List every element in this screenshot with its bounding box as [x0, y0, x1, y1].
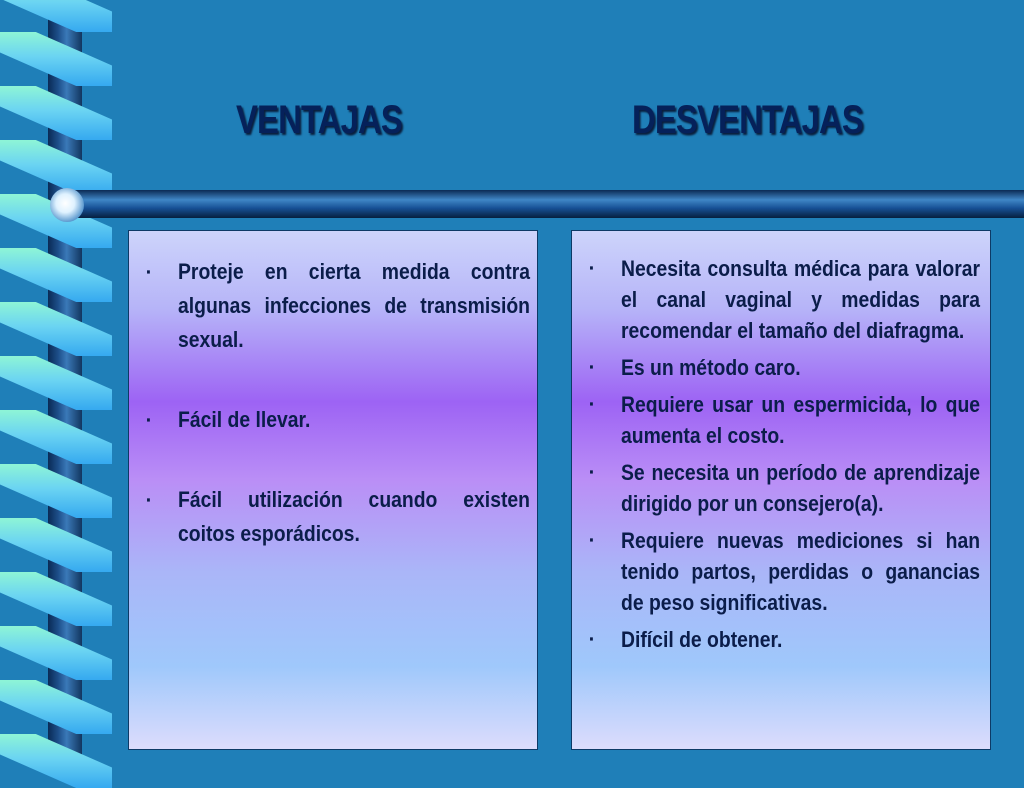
desventaja-item [589, 352, 980, 383]
desventaja-text: Necesita consulta médica para valorar el canal vaginal y medidas para recomendar el tamaño del diafragma. [621, 256, 981, 343]
desventaja-text: Requiere nuevas mediciones si han tenido partos, perdidas o ganancias de peso significativas. [621, 528, 981, 615]
desventajas-list [572, 231, 990, 655]
square-bullet-icon: ▪ [146, 264, 151, 279]
desventaja-item [589, 457, 981, 519]
square-bullet-icon: ▪ [589, 396, 594, 411]
desventaja-item [589, 389, 981, 451]
square-bullet-icon: ▪ [146, 492, 151, 507]
ventajas-panel [128, 230, 538, 750]
ventaja-text: Fácil de llevar. [178, 407, 311, 432]
desventajas-panel [571, 230, 991, 750]
desventaja-item [589, 624, 980, 655]
rod-knob [50, 188, 84, 222]
ventaja-text: Proteje en cierta medida contra algunas infecciones de transmisión sexual. [178, 259, 530, 352]
heading-desventajas: DESVENTAJAS [632, 98, 863, 142]
square-bullet-icon: ▪ [589, 359, 594, 374]
desventaja-text: Se necesita un período de aprendizaje dirigido por un consejero(a). [621, 460, 981, 516]
desventaja-text: Requiere usar un espermicida, lo que aumenta el costo. [621, 392, 981, 448]
ventaja-item [146, 483, 530, 551]
decorative-spiral [0, 0, 112, 768]
desventaja-text: Es un método caro. [621, 355, 801, 380]
ventaja-text: Fácil utilización cuando existen coitos esporádicos. [178, 487, 530, 546]
square-bullet-icon: ▪ [589, 631, 594, 646]
square-bullet-icon: ▪ [589, 260, 594, 275]
desventaja-item [589, 525, 981, 618]
heading-ventajas: VENTAJAS [236, 98, 402, 142]
desventaja-text: Difícil de obtener. [621, 627, 783, 652]
square-bullet-icon: ▪ [589, 464, 594, 479]
square-bullet-icon: ▪ [146, 412, 151, 427]
desventaja-item [589, 253, 981, 346]
ventaja-item [146, 403, 530, 437]
horizontal-rod-divider [60, 190, 1024, 218]
ventajas-list [129, 231, 537, 551]
ventaja-item [146, 255, 530, 357]
square-bullet-icon: ▪ [589, 532, 594, 547]
